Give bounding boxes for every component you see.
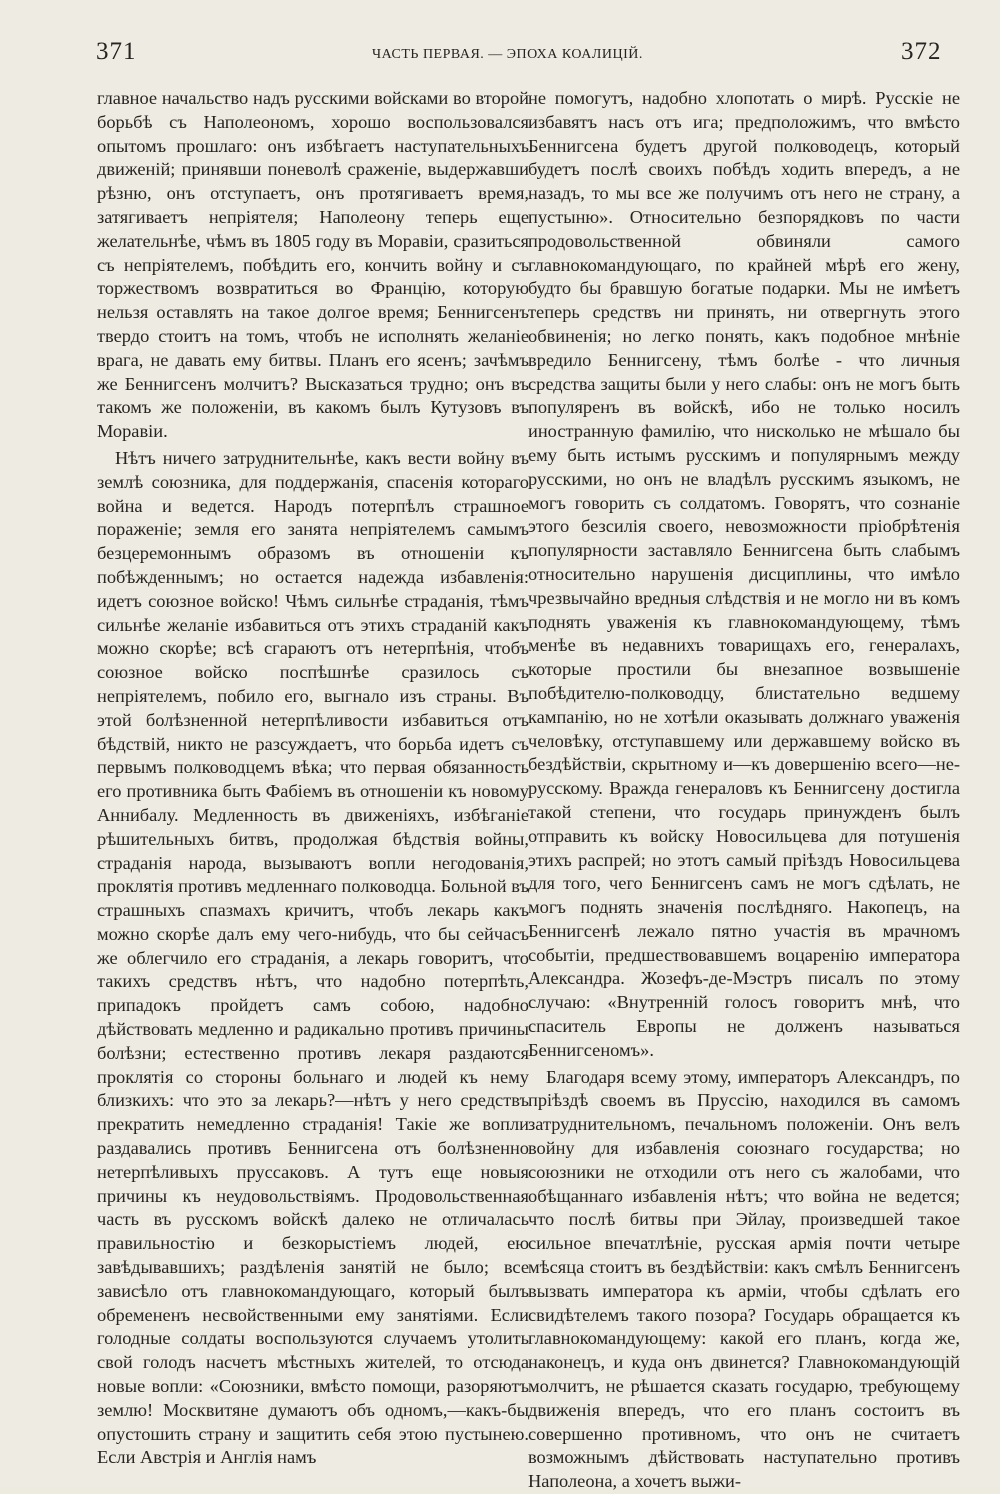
running-head: ЧАСТЬ ПЕРВАЯ. — ЭПОХА КОАЛИЦІЙ.	[372, 47, 643, 62]
right-column	[528, 87, 960, 1494]
page-number-right: 372	[901, 38, 942, 65]
left-paragraph-1: главное начальство надъ русскими войсками во второй борьбѣ съ Наполеономъ, хорошо воспользовался опытомъ прошлаго: онъ избѣгаетъ наступательныхъ движеній; принявши поневолѣ сраженіе, выдержавши рѣзню, онъ отступаетъ, онъ протягиваетъ время, затягиваетъ непріятеля; Наполеону теперь еще желательнѣе, чѣмъ въ 1805 году въ Моравіи, сразиться съ непріятелемъ, побѣдить его, кончить войну и съ торжествомъ возвратиться во Францію, которую нельзя оставлять на такое долгое время; Беннигсенъ твердо стоитъ на томъ, чтобъ не исполнять желаніе врага, не давать ему битвы. Планъ его ясенъ; зачѣмъ же Беннигсенъ молчитъ? Высказаться трудно; онъ въ такомъ же положеніи, въ какомъ былъ Кутузовъ въ Моравіи.	[97, 88, 529, 442]
left-paragraph-2: Нѣтъ ничего затруднительнѣе, какъ вести войну въ землѣ союзника, для поддержанія, спасенія котораго война и ведется. Народъ потерпѣлъ страшное пораженіе; земля его занята непріятелемъ самымъ безцеремоннымъ образомъ въ отношеніи къ побѣжденнымъ; но остается надежда избавленія: идетъ союзное войско! Чѣмъ сильнѣе страданія, тѣмъ сильнѣе желаніе избавиться отъ этихъ страданій какъ можно скорѣе; всѣ сгараютъ отъ нетерпѣнія, чтобъ союзное войско поспѣшнѣе сразилось съ непріятелемъ, побило его, выгнало изъ страны. Въ этой болѣзненной нетерпѣливости избавиться отъ бѣдствій, никто не разсуждаетъ, что борьба идетъ съ первымъ полководцемъ вѣка; что первая обязанность его противника быть Фабіемъ въ отношеніи къ новому Аннибалу. Медленность въ движеніяхъ, избѣганіе рѣшительныхъ битвъ, продолжая бѣдствія войны, страданія народа, вызываютъ вопли негодованія, проклятія противъ медленнаго полководца. Больной въ страшныхъ спазмахъ кричитъ, чтобъ лекарь какъ можно скорѣе далъ ему чего-нибудь, что бы сейчасъ же облегчило его страданія, а лекарь говоритъ, что такихъ средствъ нѣтъ, что надобно потерпѣть, припадокъ пройдетъ самъ собою, надобно дѣйствовать медленно и радикально противъ причины болѣзни; естественно противъ лекаря раздаются проклятія со стороны больнаго и людей къ нему близкихъ: что это за лекарь?—нѣтъ у него средствъ прекратить немедленно страданія! Такіе же вопли раздавались противъ Беннигсена отъ болѣзненно нетерпѣливыхъ пруссаковъ. А тутъ еще новыя причины къ неудовольствіямъ. Продовольственная часть въ русскомъ войскѣ далеко не отличалась правильностію и безкорыстіемъ людей, ею завѣдывавшихъ; раздѣленія занятій не было; все зависѣло отъ главнокомандующаго, который былъ обремененъ несвойственными ему занятіями. Если голодные солдаты воспользуются случаемъ утолить свой голодъ насчетъ мѣстныхъ жителей, то отсюда новые вопли: «Союзники, вмѣсто помощи, разоряютъ землю! Москвитяне думаютъ объ одномъ,—какъ-бы опустошить страну и защитить себя этою пустынею. Если Австрія и Англія намъ	[97, 447, 529, 1468]
right-paragraph-2: Благодаря всему этому, императоръ Александръ, по пріѣздѣ своемъ въ Пруссію, находился въ самомъ затруднительномъ, печальномъ положеніи. Онъ велъ войну для избавленія союзнаго государства; но союзники не отходили отъ него съ жалобами, что обѣщаннаго избавленія нѣтъ; что война не ведется; что послѣ битвы при Эйлау, произведшей такое сильное впечатлѣніе, русская армія почти четыре мѣсяца стоитъ въ бездѣйствіи: какъ смѣлъ Беннигсенъ вызвать императора къ арміи, чтобы сдѣлать его свидѣтелемъ такого позора? Государь обращается къ главнокомандующему: какой его планъ, когда же, наконецъ, и куда онъ двинется? Главнокомандующій молчитъ, не рѣшается сказать государю, требующему движенія впередъ, что его планъ состоитъ въ совершенно противномъ, что онъ не считаетъ возможнымъ дѣйствовать наступательно противъ Наполеона, а хочетъ выжи-	[528, 1066, 960, 1492]
right-paragraph-1: не помогутъ, надобно хлопотать о мирѣ. Русскіе не избавятъ насъ отъ ига; предположимъ, что вмѣсто Беннигсена будетъ другой полководецъ, который будетъ послѣ своихъ побѣдъ ходить впередъ, а не назадъ, то мы все же получимъ отъ него не страну, а пустыню». Относительно безпорядковъ по части продовольственной обвиняли самого главнокомандующаго, по крайней мѣрѣ его жену, будто бы бравшую богатые подарки. Мы не имѣетъ теперь средствъ ни принять, ни отвергнуть этого обвиненія; но легко понять, какъ подобное мнѣніе вредило Беннигсену, тѣмъ болѣе - что личныя средства защиты были у него слабы: онъ не могъ быть популяренъ въ войскѣ, ибо не только носилъ иностранную фамилію, что нисколько не мѣшало бы ему быть истымъ русскимъ и популярнымъ между русскими, но онъ не владѣлъ русскимъ языкомъ, не могъ говорить съ солдатомъ. Говорятъ, что сознаніе этого безсилія своего, невозможности пріобрѣтенія популярности заставляло Беннигсена быть слабымъ относительно нарушенія дисциплины, что имѣло чрезвычайно вредныя слѣдствія и не могло ни въ комъ поднять уваженія къ главнокомандующему, тѣмъ менѣе въ недавнихъ товарищахъ его, генералахъ, которые простили бы внезапное возвышеніе побѣдителю-полководцу, блистательно ведшему кампанію, но не хотѣли оказывать должнаго уваженія человѣку, отступавшему или державшему войско въ бездѣйствіи, скрытному и—къ довершенію всего—не-русскому. Вражда генераловъ къ Беннигсену достигла такой степени, что государь принужденъ былъ отправить къ войску Новосильцева для потушенія этихъ распрей; но этотъ самый пріѣздъ Новосильцева для того, чего Беннигсенъ самъ не могъ сдѣлать, не могъ поднять значенія послѣдняго. Накопецъ, на Беннигсенѣ лежало пятно участія въ мрачномъ событіи, предшествовавшемъ воцаренію императора Александра. Жозефъ-де-Мэстръ писалъ по этому случаю: «Внутренній голосъ говоритъ мнѣ, что спаситель Европы не долженъ называться Беннигсеномъ».	[528, 88, 960, 1060]
page-number-left: 371	[96, 38, 137, 65]
left-column	[97, 87, 529, 1470]
